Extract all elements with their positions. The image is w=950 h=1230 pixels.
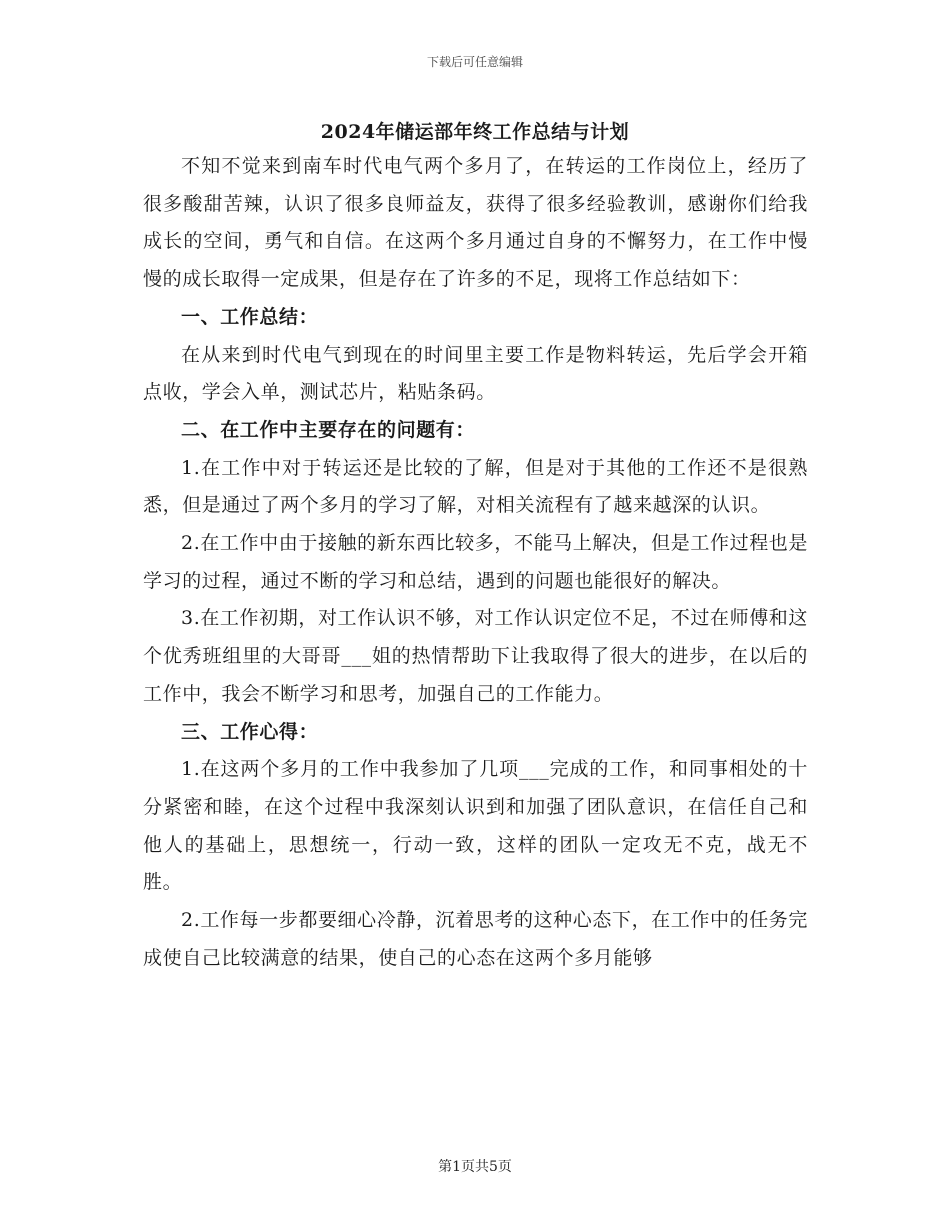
paragraph: 3.在工作初期，对工作认识不够，对工作认识定位不足，不过在师傅和这个优秀班组里的大哥哥___姐的热情帮助下让我取得了很大的进步，在以后的工作中，我会不断学习和思考，加强自己的工作能力。 bbox=[143, 607, 808, 705]
paragraph: 不知不觉来到南车时代电气两个多月了，在转运的工作岗位上，经历了很多酸甜苦辣，认识了很多良师益友，获得了很多经验教训，感谢你们给我成长的空间，勇气和自信。在这两个多月通过自身的不懈努力，在工作中慢慢的成长取得一定成果，但是存在了许多的不足，现将工作总结如下： bbox=[143, 155, 808, 291]
paragraph: 2.工作每一步都要细心冷静，沉着思考的这种心态下，在工作中的任务完成使自己比较满意的结果，使自己的心态在这两个多月能够 bbox=[143, 909, 808, 969]
document-body bbox=[143, 148, 808, 977]
section-heading: 一、工作总结： bbox=[181, 305, 319, 328]
section-heading: 三、工作心得： bbox=[181, 720, 319, 743]
document-title: 2024年储运部年终工作总结与计划 bbox=[320, 121, 630, 143]
header-note: 下载后可任意编辑 bbox=[426, 55, 523, 69]
page-footer: 第1页共5页 bbox=[438, 1159, 512, 1175]
paragraph: 2.在工作中由于接触的新东西比较多，不能马上解决，但是工作过程也是学习的过程，通过不断的学习和总结，遇到的问题也能很好的解决。 bbox=[143, 532, 808, 592]
paragraph: 1.在这两个多月的工作中我参加了几项___完成的工作，和同事相处的十分紧密和睦，在这个过程中我深刻认识到和加强了团队意识，在信任自己和他人的基础上，思想统一，行动一致，这样的团队一定攻无不克，战无不胜。 bbox=[143, 758, 808, 894]
paragraph: 在从来到时代电气到现在的时间里主要工作是物料转运，先后学会开箱点收，学会入单，测试芯片，粘贴条码。 bbox=[143, 343, 808, 404]
paragraph: 1.在工作中对于转运还是比较的了解，但是对于其他的工作还不是很熟悉，但是通过了两个多月的学习了解，对相关流程有了越来越深的认识。 bbox=[143, 456, 808, 517]
section-heading: 二、在工作中主要存在的问题有： bbox=[181, 418, 476, 441]
